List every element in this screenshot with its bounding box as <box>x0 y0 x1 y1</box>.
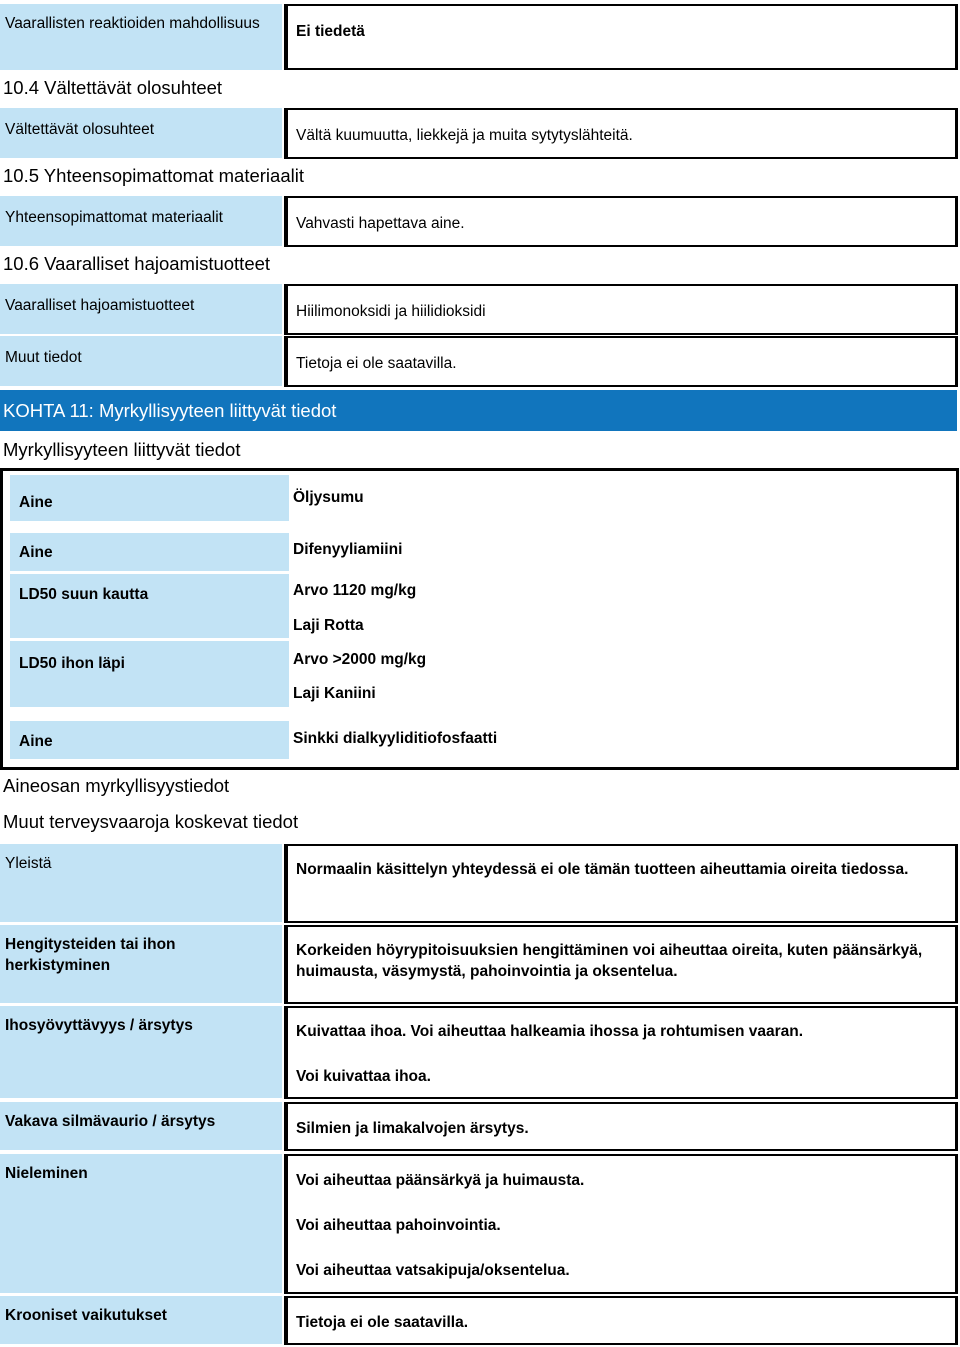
substance-2-value: Difenyyliamiini <box>293 541 403 558</box>
skin-irritation-value <box>284 1006 958 1099</box>
component-toxicity-heading: Aineosan myrkyllisyystiedot <box>3 775 230 796</box>
substance-3-value: Sinkki dialkyyliditiofosfaatti <box>293 730 498 747</box>
ld50-dermal-label: LD50 ihon läpi <box>10 641 289 707</box>
other-info-label: Muut tiedot <box>0 336 282 386</box>
ingestion-label: Nieleminen <box>0 1154 282 1293</box>
toxicology-subheading: Myrkyllisyyteen liittyvät tiedot <box>3 439 241 460</box>
eye-damage-label: Vakava silmävaurio / ärsytys <box>0 1102 282 1150</box>
conditions-to-avoid-value: Vältä kuumuutta, liekkejä ja muita sytytyslähteitä. <box>284 108 958 159</box>
substance-2-label: Aine <box>10 533 289 571</box>
incompatible-materials-label: Yhteensopimattomat materiaalit <box>0 196 282 246</box>
chronic-effects-label: Krooniset vaikutukset <box>0 1296 282 1344</box>
section-10-5-heading: 10.5 Yhteensopimattomat materiaalit <box>3 165 304 186</box>
section-10-4-heading: 10.4 Vältettävät olosuhteet <box>3 77 223 98</box>
chronic-effects-value: Tietoja ei ole saatavilla. <box>284 1296 958 1345</box>
skin-irritation-label: Ihosyövyttävyys / ärsytys <box>0 1006 282 1098</box>
section-10-6-heading: 10.6 Vaaralliset hajoamistuotteet <box>3 253 271 274</box>
general-label: Yleistä <box>0 844 282 922</box>
substance-1-label: Aine <box>10 475 289 521</box>
ld50-dermal-value: Arvo >2000 mg/kg <box>293 651 427 668</box>
ingestion-value <box>284 1154 958 1294</box>
decomposition-products-value: Hiilimonoksidi ja hiilidioksidi <box>284 284 958 335</box>
other-hazards-heading: Muut terveysvaaroja koskevat tiedot <box>3 811 299 832</box>
conditions-to-avoid-label: Vältettävät olosuhteet <box>0 108 282 158</box>
eye-damage-value: Silmien ja limakalvojen ärsytys. <box>284 1102 958 1151</box>
ld50-dermal-species: Laji Kaniini <box>293 685 376 702</box>
ld50-oral-species: Laji Rotta <box>293 617 364 634</box>
section-11-banner: KOHTA 11: Myrkyllisyyteen liittyvät tiedot <box>0 390 957 431</box>
ingestion-text-3: Voi aiheuttaa vatsakipuja/oksentelua. <box>296 1262 570 1279</box>
decomposition-products-label: Vaaralliset hajoamistuotteet <box>0 284 282 334</box>
ingestion-text-2: Voi aiheuttaa pahoinvointia. <box>296 1217 501 1234</box>
ld50-oral-label: LD50 suun kautta <box>10 574 289 638</box>
general-value: Normaalin käsittelyn yhteydessä ei ole tämän tuotteen aiheuttamia oireita tiedossa. <box>284 844 958 923</box>
other-info-value: Tietoja ei ole saatavilla. <box>284 336 958 387</box>
hazardous-reactions-value: Ei tiedetä <box>284 4 958 70</box>
substance-3-label: Aine <box>10 721 289 759</box>
sensitization-value: Korkeiden höyrypitoisuuksien hengittäminen voi aiheuttaa oireita, kuten päänsärkyä, huimausta, väsymystä, pahoinvointia ja oksentelua. <box>284 925 958 1004</box>
sensitization-label: Hengitysteiden tai ihon herkistyminen <box>0 925 282 1003</box>
skin-irritation-text-2: Voi kuivattaa ihoa. <box>296 1068 431 1085</box>
incompatible-materials-value: Vahvasti hapettava aine. <box>284 196 958 247</box>
toxicity-table <box>0 468 959 770</box>
hazardous-reactions-label: Vaarallisten reaktioiden mahdollisuus <box>0 4 282 70</box>
ingestion-text-1: Voi aiheuttaa päänsärkyä ja huimausta. <box>296 1172 585 1189</box>
skin-irritation-text-1: Kuivattaa ihoa. Voi aiheuttaa halkeamia ihossa ja rohtumisen vaaran. <box>296 1023 804 1040</box>
ld50-oral-value: Arvo 1120 mg/kg <box>293 582 417 599</box>
substance-1-value: Öljysumu <box>293 489 364 506</box>
